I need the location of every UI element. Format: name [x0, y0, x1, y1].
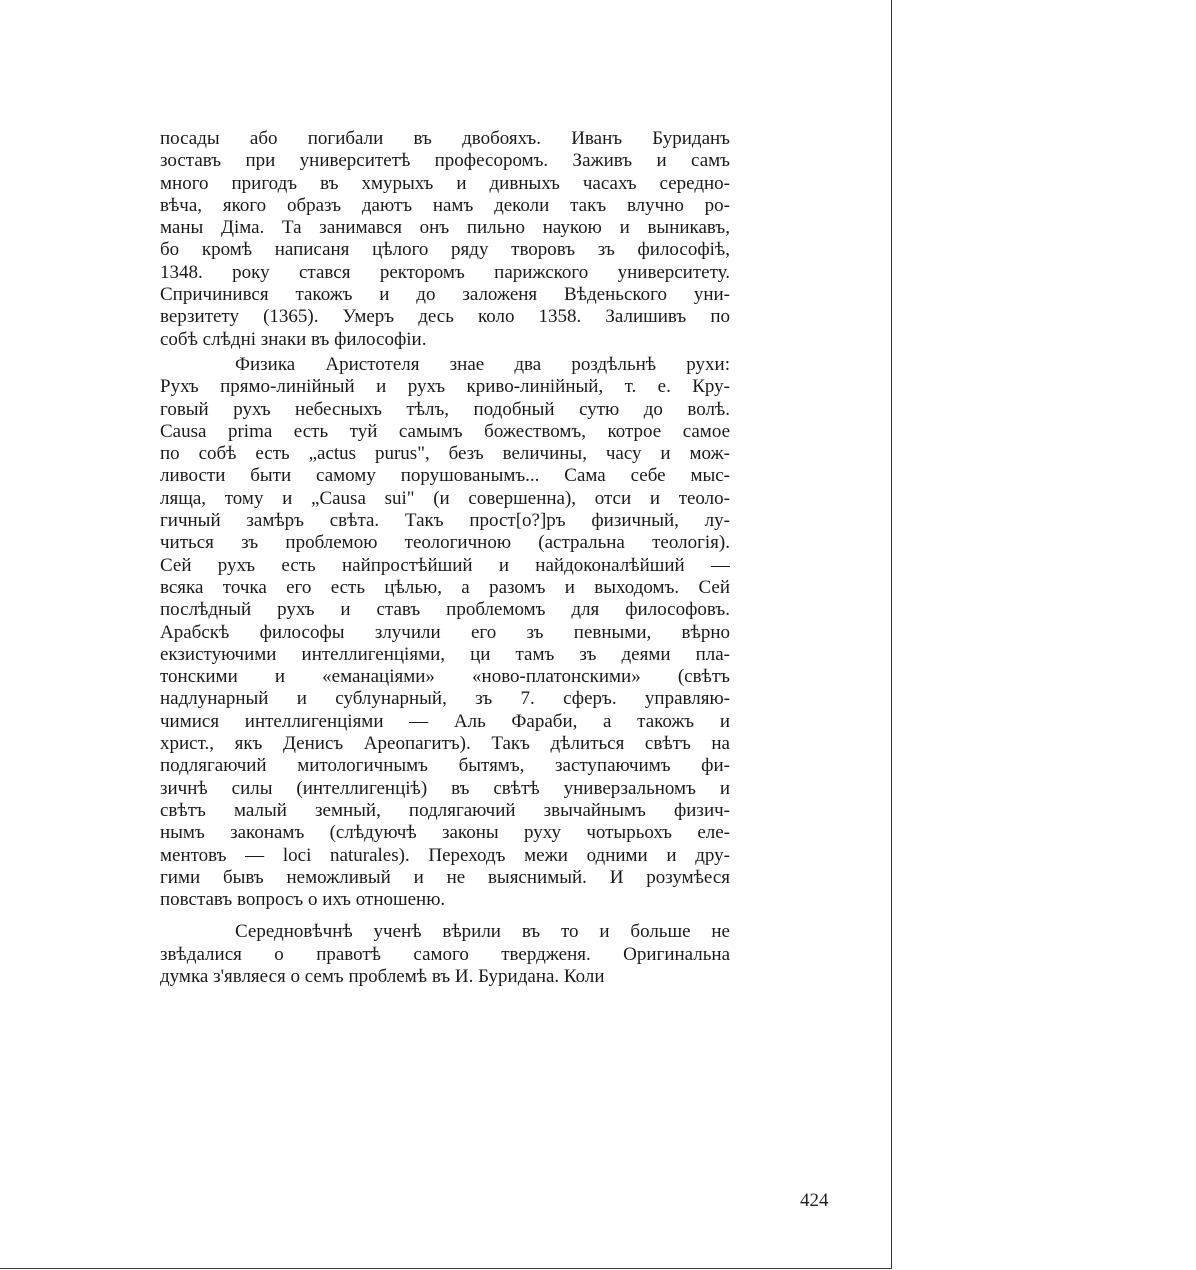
text-line: чимися интеллигенціями — Аль Фараби, а такожъ и: [160, 710, 730, 732]
text-line: тонскими и «еманаціями» «ново-платонскими» (свѣтъ: [160, 666, 730, 688]
text-line: послѣдный рухъ и ставъ проблемомъ для философовъ.: [160, 599, 730, 621]
text-line: Сей рухъ есть найпростѣйший и найдоконалѣйший —: [160, 554, 730, 576]
text-line: Середновѣчнѣ ученѣ вѣрили въ то и больше не: [235, 921, 730, 943]
text-line: читься зъ проблемою теологичною (астральна теологія).: [160, 532, 730, 554]
text-line: много пригодъ въ хмурыхъ и дивныхъ часахъ середно-: [160, 172, 730, 194]
text-line: свѣтъ малый земный, подлягаючий звычайнымъ физич-: [160, 799, 730, 821]
text-line: ляща, тому и „Causa sui" (и совершенна), отси и теоло-: [160, 487, 730, 509]
paragraph: [160, 921, 730, 988]
text-line: зичнѣ силы (интеллигенціѣ) въ свѣтѣ универзальномъ и: [160, 777, 730, 799]
page-number: 424: [800, 1190, 829, 1211]
text-line: верзитету (1365). Умеръ десь коло 1358. Залишивъ по: [160, 306, 730, 328]
text-line: посады або погибали въ двобояхъ. Иванъ Буриданъ: [160, 128, 730, 149]
body-text: [160, 128, 730, 988]
text-line: по собѣ есть „actus purus", безъ величины, часу и мож-: [160, 443, 730, 465]
text-line: надлунарный и сублунарный, зъ 7. сферъ. управляю-: [160, 688, 730, 710]
text-line: 1348. року стався ректоромъ парижского университету.: [160, 261, 730, 283]
text-line: Рухъ прямо-линійный и рухъ криво-линійный, т. е. Кру-: [160, 376, 730, 398]
text-line: всяка точка его есть цѣлью, а разомъ и выходомъ. Сей: [160, 576, 730, 598]
text-line: маны Діма. Та занимався онъ пильно наукою и выникавъ,: [160, 217, 730, 239]
paragraph: [160, 128, 730, 351]
text-line: звѣдалися о правотѣ самого твердженя. Оригинальна: [160, 943, 730, 965]
text-line: Арабскѣ философы злучили его зъ певными, вѣрно: [160, 621, 730, 643]
text-line: вѣча, якого образъ даютъ намъ деколи такъ влучно ро-: [160, 194, 730, 216]
text-line: нымъ законамъ (слѣдуючѣ законы руху чотырьохъ еле-: [160, 822, 730, 844]
text-line: гими бывъ неможливый и не выяснимый. И розумѣеся: [160, 866, 730, 888]
text-line: Спричинився такожъ и до заложеня Вѣденьского уни-: [160, 284, 730, 306]
text-line: христ., якъ Денисъ Ареопагитъ). Такъ дѣлиться свѣтъ на: [160, 733, 730, 755]
text-line: думка з'являеся о семъ проблемѣ въ И. Буридана. Коли: [160, 965, 605, 987]
text-line: Causa prima есть туй самымъ божествомъ, котрое самое: [160, 420, 730, 442]
text-line: гичный замѣръ свѣта. Такъ прост[о?]ръ физичный, лу-: [160, 510, 730, 532]
text-line: бо кромѣ написаня цѣлого ряду творовъ зъ философіѣ,: [160, 239, 730, 261]
text-line: говый рухъ небесныхъ тѣлъ, подобный сутю до волѣ.: [160, 398, 730, 420]
text-line: подлягаючий митологичнымъ бытямъ, заступаючимъ фи-: [160, 755, 730, 777]
text-line: ливости быти самому порушованымъ... Сама себе мыс-: [160, 465, 730, 487]
paragraph: [160, 354, 730, 911]
text-line: екзистуючими интеллигенціями, ци тамъ зъ деями пла-: [160, 643, 730, 665]
text-line: собѣ слѣдні знаки въ философіи.: [160, 328, 427, 350]
text-line: ментовъ — loci naturales). Переходъ межи одними и дру-: [160, 844, 730, 866]
text-line: зоставъ при университетѣ професоромъ. Заживъ и самъ: [160, 150, 730, 172]
text-line: повставъ вопросъ о ихъ отношеню.: [160, 889, 446, 911]
text-line: Физика Аристотеля знае два роздѣльнѣ рухи:: [235, 353, 730, 375]
